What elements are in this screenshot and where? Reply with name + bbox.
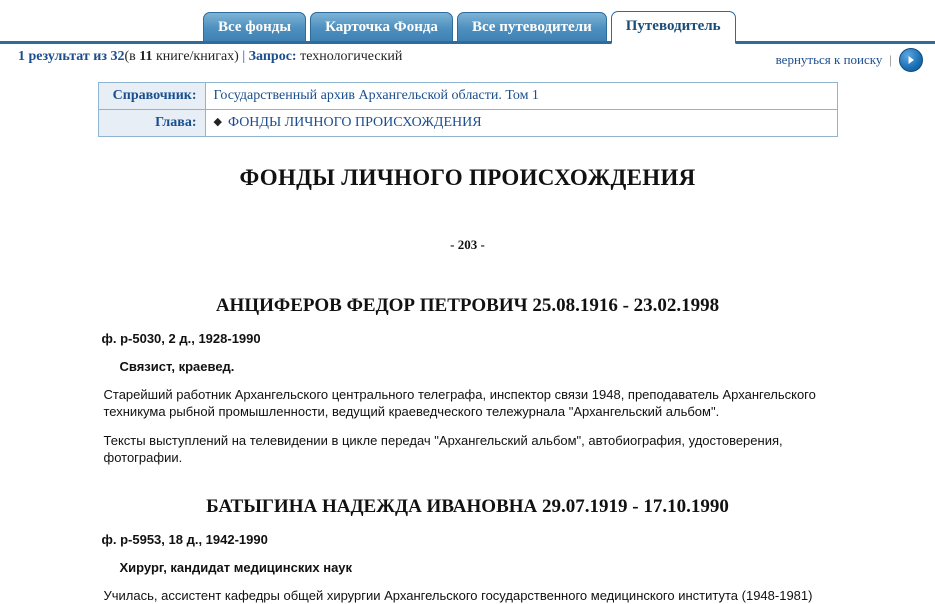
- tab-all-guides[interactable]: Все путеводители: [457, 12, 607, 41]
- result-count-text: 1 результат из 32: [18, 49, 125, 64]
- entry-paragraph: Тексты выступлений на телевидении в цикле передач "Архангельский альбом", автобиография, удостоверения, фотографии.: [103, 433, 783, 465]
- chapter-link[interactable]: ФОНДЫ ЛИЧНОГО ПРОИСХОЖДЕНИЯ: [227, 115, 482, 130]
- entry-paragraph: Училась, ассистент кафедры общей хирургии Архангельского государственного медицинского института (1948-1981): [103, 588, 813, 603]
- entry-meta: ф. р-5030, 2 д., 1928-1990: [101, 331, 261, 346]
- reference-value: Государственный архив Архангельской области. Том 1: [205, 83, 837, 110]
- reference-label: Справочник:: [98, 83, 205, 110]
- bullet-diamond-icon: ◆: [213, 116, 222, 128]
- tab-list: [203, 11, 736, 41]
- tab-all-funds[interactable]: Все фонды: [203, 12, 306, 41]
- tab-bar: [0, 0, 935, 44]
- table-row: [98, 110, 837, 137]
- back-to-search-area: [776, 48, 923, 72]
- query-label: Запрос:: [248, 49, 297, 64]
- books-open-text: (в: [124, 49, 140, 64]
- arrow-right-icon[interactable]: [899, 48, 923, 72]
- query-value: технологический: [296, 49, 403, 64]
- entry-role: Связист, краевед.: [119, 359, 235, 374]
- record-info-table: [98, 82, 838, 137]
- books-count: 11: [139, 49, 153, 64]
- entry-role: Хирург, кандидат медицинских наук: [119, 560, 353, 575]
- status-separator: |: [238, 49, 249, 64]
- table-row: [98, 83, 837, 110]
- entry-title: АНЦИФЕРОВ ФЕДОР ПЕТРОВИЧ 25.08.1916 - 23.02.1998: [215, 295, 720, 316]
- chapter-value-cell: [205, 110, 837, 137]
- page-title: ФОНДЫ ЛИЧНОГО ПРОИСХОЖДЕНИЯ: [239, 165, 696, 190]
- tab-fund-card[interactable]: Карточка Фонда: [310, 12, 453, 41]
- list-item: [98, 496, 838, 604]
- page-number-mark: - 203 -: [450, 237, 485, 252]
- entry-paragraph: Старейший работник Архангельского центрального телеграфа, инспектор связи 1948, преподаватель Архангельского техникума рыбной промышленности, ведущий краеведческого тележурнала "Архангельский альбом".: [103, 387, 816, 419]
- entry-meta: ф. р-5953, 18 д., 1942-1990: [101, 532, 268, 547]
- back-to-search-link[interactable]: вернуться к поиску: [775, 52, 883, 67]
- back-separator: |: [889, 52, 892, 67]
- tab-guide[interactable]: Путеводитель: [611, 11, 736, 44]
- entry-title: БАТЫГИНА НАДЕЖДА ИВАНОВНА 29.07.1919 - 17.10.1990: [206, 496, 729, 517]
- books-suffix-text: книге/книгах): [152, 49, 239, 64]
- chapter-label: Глава:: [98, 110, 205, 137]
- document-body: [98, 137, 838, 604]
- list-item: [98, 295, 838, 466]
- status-bar: [0, 44, 935, 70]
